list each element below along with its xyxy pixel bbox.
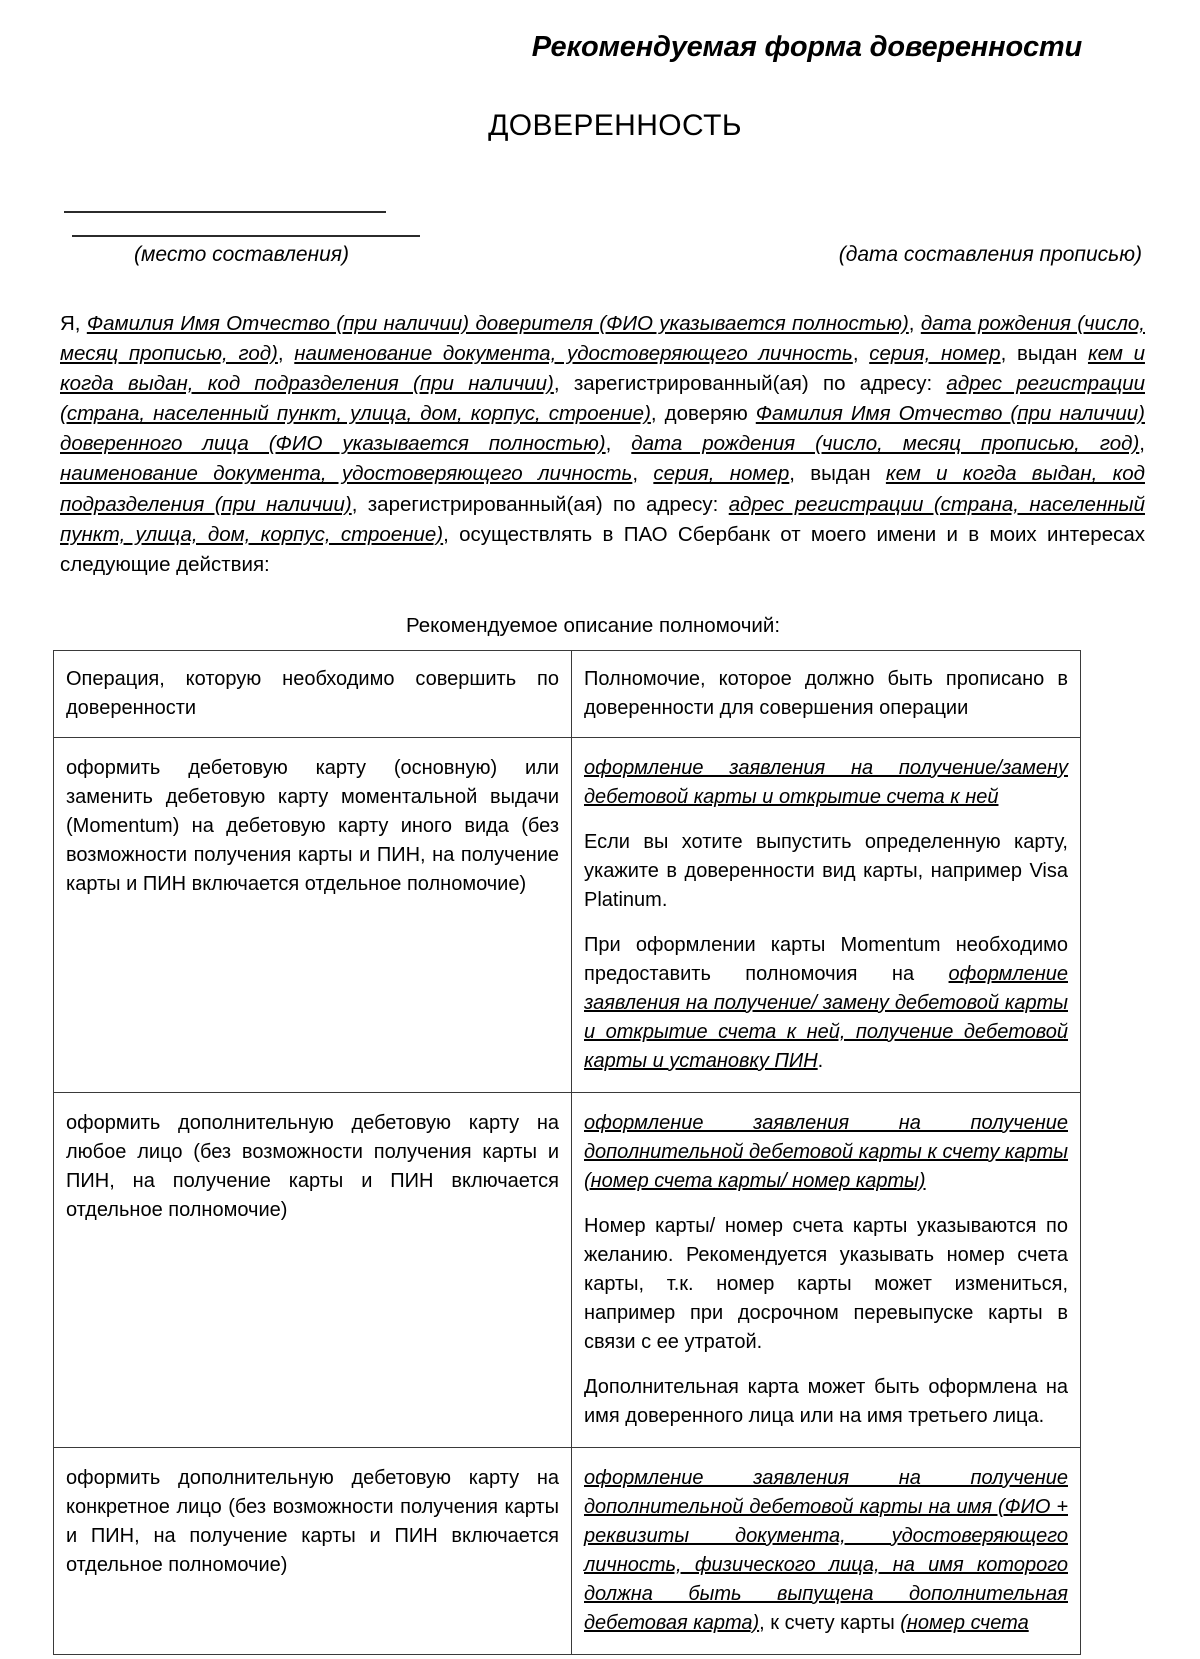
intro-text-8: ,: [605, 432, 632, 456]
permissions-table: [53, 650, 1081, 1655]
table-cell-authority: [572, 1447, 1081, 1654]
intro-text-3: ,: [277, 341, 295, 365]
date-caption: (дата составления прописью): [838, 242, 1142, 266]
authority-extra-note: Дополнительная карта может быть оформлена на имя доверенного лица или на имя третьего лица.: [584, 1375, 1068, 1427]
authority-underlined-clause: оформление заявления на получение/замену дебетовой карты и открытие счета к ней: [584, 756, 1068, 808]
page-title: ДОВЕРЕННОСТЬ: [488, 108, 742, 142]
authority-momentum-suffix: .: [817, 1049, 824, 1072]
place-date-block: [0, 211, 1200, 267]
document-header: [0, 0, 1200, 65]
authority-momentum-clause: оформление заявления на получение/ замену дебетовой карты и открытие счета к ней, получение дебетовой карты и установку ПИН: [584, 962, 1068, 1072]
intro-text-6: , зарегистрированный(ая) по адресу:: [553, 372, 947, 396]
authority-clause-part-a: оформление заявления на получение дополнительной дебетовой карты на имя (ФИО + реквизиты документа, удостоверяющего личность, физического лица, на имя которого должна быть выпущена дополнительная дебетовая карта): [584, 1466, 1068, 1634]
placeholder-agent-doc-series: серия, номер: [653, 462, 790, 486]
authority-clause-part-b: (номер счета: [900, 1611, 1029, 1634]
intro-text-11: , выдан: [789, 462, 886, 486]
table-header-operation: Операция, которую необходимо совершить по доверенности: [54, 650, 572, 737]
authority-note: Номер карты/ номер счета карты указываются по желанию. Рекомендуется указывать номер счета карты, т.к. номер карты может измениться, например при досрочном перевыпуске карты в связи с ее утратой.: [584, 1214, 1068, 1353]
intro-text-2: ,: [908, 311, 921, 335]
table-row: [54, 1447, 1081, 1654]
intro-text-1: Я,: [60, 311, 87, 335]
authority-underlined-clause: оформление заявления на получение дополнительной дебетовой карты к счету карты (номер счета карты/ номер карты): [584, 1111, 1068, 1192]
table-cell-operation: оформить дополнительную дебетовую карту на любое лицо (без возможности получения карты и ПИН, на получение карты и ПИН включается отдельное полномочие): [54, 1092, 572, 1447]
authority-momentum-note: [584, 931, 1068, 1076]
placeholder-agent-birthdate: дата рождения (число, месяц прописью, год): [631, 432, 1140, 456]
placeholder-principal-address: адрес регистрации (страна, населенный пункт, улица, дом, корпус, строение): [60, 372, 1145, 426]
place-caption: (место составления): [134, 242, 349, 266]
table-header-row: [54, 650, 1081, 737]
placeholder-agent-address: адрес регистрации (страна, населенный пункт, улица, дом, корпус, строение): [60, 492, 1145, 546]
intro-text-7: , доверяю: [650, 402, 756, 426]
intro-paragraph: [60, 309, 1145, 580]
table-cell-operation: оформить дополнительную дебетовую карту на конкретное лицо (без возможности получения карты и ПИН, на получение карты и ПИН включается отдельное полномочие): [54, 1447, 572, 1654]
table-header-authority: Полномочие, которое должно быть прописано в доверенности для совершения операции: [572, 650, 1081, 737]
placeholder-agent-doc-issuer: кем и когда выдан, код подразделения (при наличии): [60, 462, 1145, 516]
authority-underlined-clause: [584, 1464, 1068, 1638]
placeholder-principal-doc-name: наименование документа, удостоверяющего личность: [294, 341, 853, 365]
placeholder-principal-doc-issuer: кем и когда выдан, код подразделения (при наличии): [60, 341, 1145, 396]
placeholder-principal-doc-series: серия, номер: [869, 341, 1001, 365]
authority-note: Если вы хотите выпустить определенную карту, укажите в доверенности вид карты, например Visa Platinum.: [584, 830, 1068, 911]
placeholder-principal-name: Фамилия Имя Отчество (при наличии) доверителя (ФИО указывается полностью): [86, 311, 909, 335]
intro-text-5: , выдан: [1000, 341, 1088, 365]
intro-text-4: ,: [852, 341, 870, 365]
place-fill-line[interactable]: [72, 235, 420, 237]
table-cell-authority: [572, 737, 1081, 1092]
form-note: Рекомендуемая форма доверенности: [531, 31, 1082, 63]
authority-clause-middle: , к счету карты: [759, 1611, 901, 1634]
table-caption: Рекомендуемое описание полномочий:: [405, 613, 781, 637]
intro-block: [0, 309, 1200, 580]
table-cell-operation: оформить дебетовую карту (основную) или заменить дебетовую карту моментальной выдачи (Momentum) на дебетовую карту иного вида (без возможности получения карты и ПИН, на получение карты и ПИН включается отдельное полномочие): [54, 737, 572, 1092]
intro-text-9: ,: [1139, 432, 1145, 456]
table-row: [54, 737, 1081, 1092]
table-cell-authority: [572, 1092, 1081, 1447]
intro-text-13: , осуществлять в ПАО Сбербанк от моего имени и в моих интересах следующие действия:: [60, 522, 1145, 576]
intro-text-10: ,: [632, 462, 654, 486]
authority-momentum-prefix: При оформлении карты Momentum необходимо предоставить полномочия на: [584, 933, 1068, 985]
placeholder-agent-doc-name: наименование документа, удостоверяющего личность: [60, 462, 633, 486]
intro-text-12: , зарегистрированный(ая) по адресу:: [351, 492, 729, 516]
place-date-captions: [62, 243, 1142, 267]
table-row: [54, 1092, 1081, 1447]
placeholder-principal-birthdate: дата рождения (число, месяц прописью, год): [60, 311, 1145, 365]
placeholder-agent-name: Фамилия Имя Отчество (при наличии) доверенного лица (ФИО указывается полностью): [60, 402, 1145, 456]
date-fill-line[interactable]: [64, 211, 386, 213]
